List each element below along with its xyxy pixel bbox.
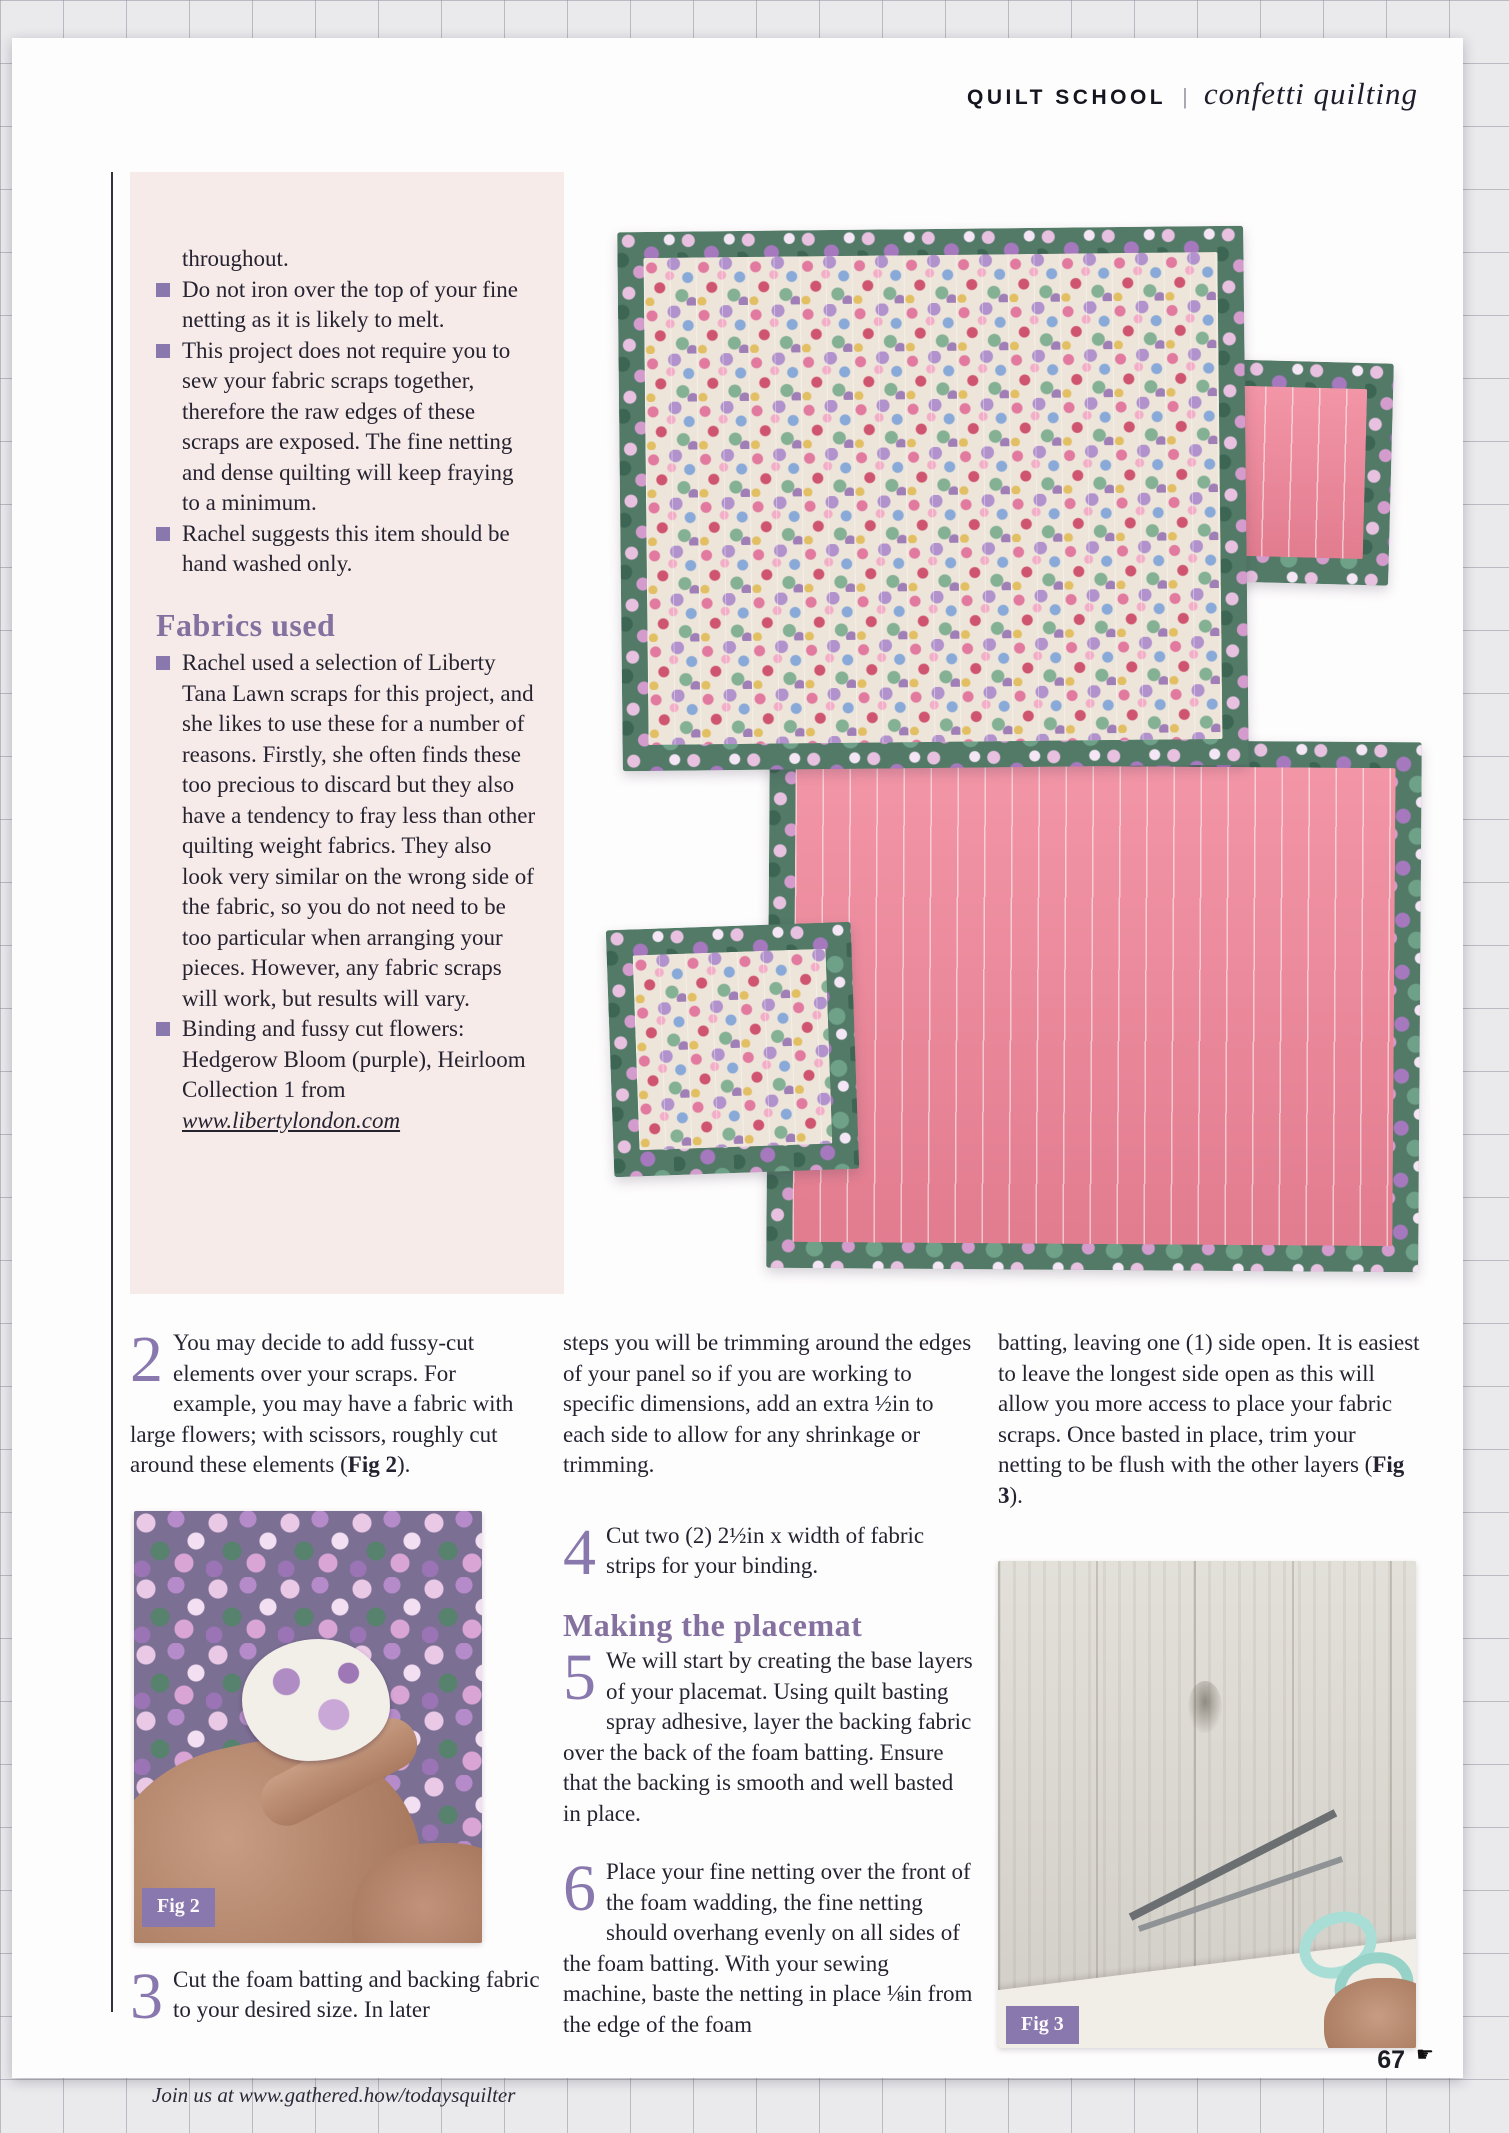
step-5-paragraph <box>563 1641 973 1829</box>
step-6-continuation <box>998 1328 1422 1511</box>
step-2-number: 2 <box>130 1323 163 1396</box>
bullet-square-icon <box>156 656 170 670</box>
text-column-3 <box>998 1328 1422 2048</box>
continuation-text: batting, leaving one (1) side open. It is easiest to leave the longest side open as this will allow you more access to place your fabric scraps. Once basted in place, trim your netting to be flush with the other layers ( <box>998 1330 1420 1477</box>
list-item <box>156 519 536 580</box>
footer-join-link[interactable]: Join us at www.gathered.how/todaysquilter <box>152 2083 516 2107</box>
continued-text: throughout. <box>182 246 289 271</box>
confetti-coaster-photo <box>606 922 859 1177</box>
tips-list <box>156 275 536 580</box>
fig2-fussy-cut-flower <box>242 1639 390 1761</box>
liberty-london-link[interactable]: www.libertylondon.com <box>182 1107 401 1133</box>
bullet-square-icon <box>156 344 170 358</box>
continuation-text-end: ). <box>1009 1482 1023 1508</box>
step-4-paragraph <box>563 1515 973 1589</box>
step-5-number: 5 <box>563 1641 596 1714</box>
fig-2-reference: Fig 2 <box>347 1452 397 1477</box>
notes-sidebar <box>130 172 564 1294</box>
fig-3-badge: Fig 3 <box>1006 2006 1079 2045</box>
step-3-text: Cut the foam batting and backing fabric to your desired size. In later <box>173 1966 540 2022</box>
list-item <box>156 275 536 336</box>
magazine-page <box>12 38 1463 2107</box>
pointing-hand-icon: ☛ <box>1416 2044 1434 2066</box>
step-3-number: 3 <box>130 1959 163 2033</box>
fig-2-badge: Fig 2 <box>142 1888 215 1927</box>
step-3-continuation: steps you will be trimming around the edges of your panel so if you are working to specific dimensions, add an extra ½in to each side to allow for any shrinkage or trimming. <box>563 1330 972 1477</box>
list-item <box>156 1014 536 1136</box>
step-4-number: 4 <box>563 1515 596 1589</box>
placemat-pink-center <box>792 764 1395 1246</box>
text-column-2 <box>563 1328 973 2040</box>
step-2-text: You may decide to add fussy-cut elements over your scraps. For example, you may have a fabric with large flowers; with scissors, roughly cut around these elements ( <box>130 1330 514 1477</box>
fig3-wood-knot <box>1188 1681 1222 1733</box>
tip-text: Do not iron over the top of your fine netting as it is likely to melt. <box>182 276 518 332</box>
bullet-square-icon <box>156 283 170 297</box>
bullet-square-icon <box>156 1022 170 1036</box>
fabrics-text: Binding and fussy cut flowers: Hedgerow Bloom (purple), Heirloom Collection 1 from <box>182 1016 526 1102</box>
fabrics-used-heading: Fabrics used <box>156 606 336 643</box>
main-photo-placemats <box>603 180 1425 1328</box>
masthead-separator: | <box>1182 84 1188 109</box>
confetti-placemat-photo <box>617 226 1249 772</box>
fig-3-reference: Fig 3 <box>998 1452 1405 1508</box>
section-label: QUILT SCHOOL <box>967 86 1167 109</box>
fabrics-text: Rachel used a selection of Liberty Tana Lawn scraps for this project, and she likes to use these for a number of reasons. Firstly, she often finds these too precious to discard but they also have a tendency to fray less than other quilting weight fabrics. They also look very similar on the wrong side of the fabric, so you do not need to be too particular when arranging your pieces. However, any fabric scraps will work, but results will vary. <box>182 650 536 1011</box>
list-item <box>156 336 536 519</box>
left-margin-rule <box>111 172 113 2012</box>
fig-2-image <box>134 1511 482 1943</box>
confetti-coaster-center <box>633 949 833 1151</box>
making-placemat-heading: Making the placemat <box>563 1606 863 1643</box>
page-number: 67 <box>1377 2046 1405 2074</box>
fabrics-list <box>156 648 536 1136</box>
list-item <box>156 648 536 1014</box>
placemat-back-photo <box>766 738 1422 1273</box>
step-2-text-end: ). <box>396 1452 411 1477</box>
tip-text: This project does not require you to sew your fabric scraps together, therefore the raw edges of these scraps are exposed. The fine netting and dense quilting will keep fraying to a minimum. <box>182 337 514 515</box>
bullet-square-icon <box>156 527 170 541</box>
step-6-text: Place your fine netting over the front of the foam wadding, the fine netting should overhang evenly on all sides of the foam batting. With your sewing machine, baste the netting in place ⅛in from the edge of the foam <box>563 1859 973 2037</box>
step-6-number: 6 <box>563 1852 596 1925</box>
article-title: confetti quilting <box>1203 76 1418 111</box>
step-3-paragraph <box>130 1959 540 2033</box>
step-4-text: Cut two (2) 2½in x width of fabric strips for your binding. <box>606 1522 925 1578</box>
text-column-1 <box>130 1323 540 2033</box>
step-2-paragraph <box>130 1323 540 1481</box>
masthead <box>967 76 1418 112</box>
step-5-text: We will start by creating the base layers of your placemat. Using quilt basting spray adhesive, layer the backing fabric over the back of the foam batting. Ensure that the backing is smooth and well basted in place. <box>563 1648 973 1826</box>
confetti-placemat-center <box>643 252 1222 745</box>
fig-3-image <box>998 1561 1416 2048</box>
tip-text: Rachel suggests this item should be hand washed only. <box>182 520 510 576</box>
step-6-paragraph <box>563 1852 973 2040</box>
